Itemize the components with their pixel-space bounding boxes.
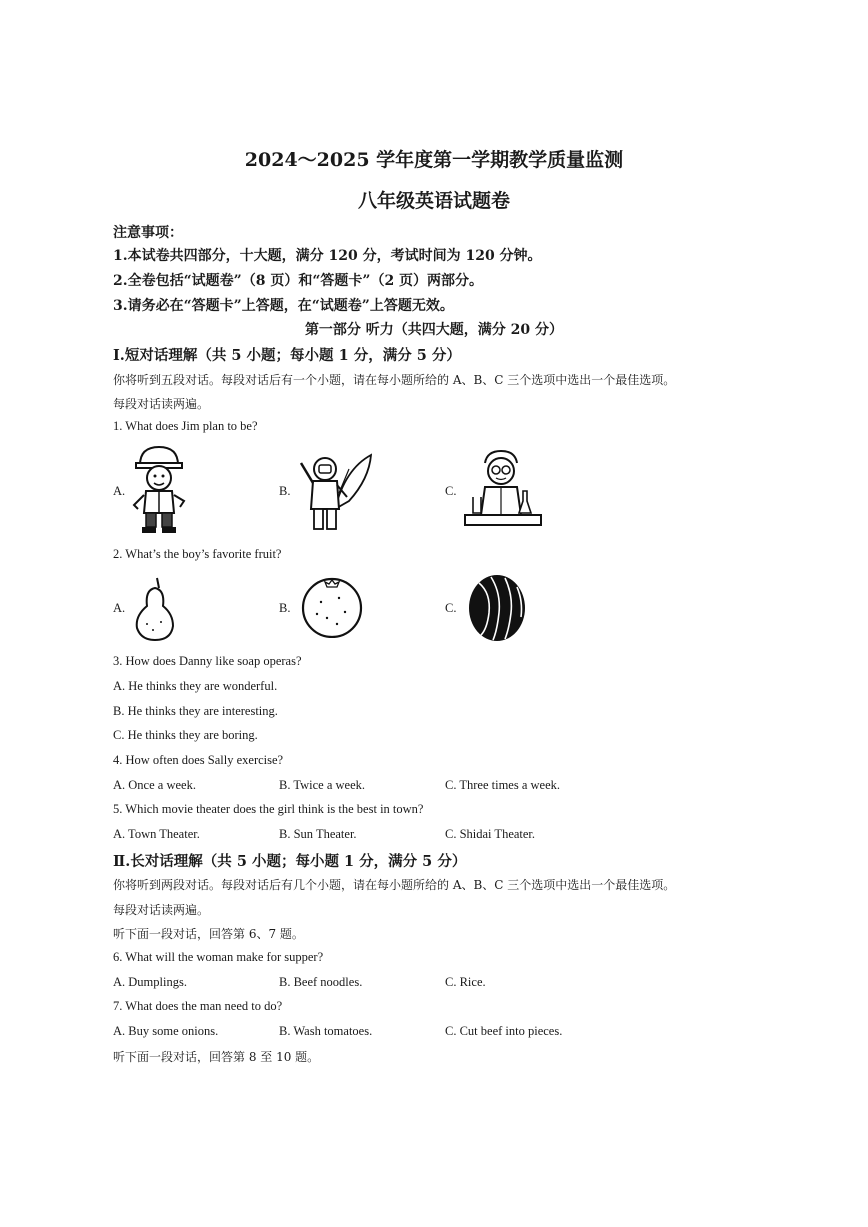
scientist-icon [463,449,543,531]
note-item: 1.本试卷共四部分，十大题，满分 120 分，考试时间为 120 分钟。 [113,248,542,264]
option-label: B. [279,484,291,498]
option-c: C. Shidai Theater. [445,827,536,841]
option-a: A. Once a week. [113,778,196,792]
option-b: B. Beef noodles. [279,975,363,989]
dialogue-lead: 听下面一段对话，回答第 6、7 题。 [113,927,304,941]
section-instruction: 你将听到两段对话。每段对话后有几个小题，请在每小题所给的 A、B、C 三个选项中选出一个最佳选项。 [113,878,676,892]
section-title: Ⅱ.长对话理解（共 5 小题；每小题 1 分，满分 5 分） [113,853,467,870]
option-a: A. He thinks they are wonderful. [113,679,278,693]
note-item: 2.全卷包括“试题卷”（8 页）和“答题卡”（2 页）两部分。 [113,273,484,289]
notes-heading: 注意事项： [113,225,183,241]
section-instruction: 每段对话读两遍。 [113,903,210,917]
pear-icon [133,576,175,642]
exam-subtitle: 八年级英语试题卷 [357,190,510,212]
option-label: C. [445,601,457,615]
question-text: 3. How does Danny like soap operas? [113,654,302,668]
option-c: C. Cut beef into pieces. [445,1024,563,1038]
option-b: B. Wash tomatoes. [279,1024,373,1038]
question-text: 6. What will the woman make for supper? [113,950,324,964]
option-label: A. [113,601,126,615]
question-text: 4. How often does Sally exercise? [113,753,284,767]
section-instruction: 每段对话读两遍。 [113,397,210,411]
watermelon-icon [467,573,527,643]
option-label: C. [445,484,457,498]
option-c: C. He thinks they are boring. [113,728,258,742]
astronaut-icon [295,449,375,533]
section-title: Ⅰ.短对话理解（共 5 小题；每小题 1 分，满分 5 分） [113,347,461,364]
option-b: B. Sun Theater. [279,827,357,841]
section-instruction: 你将听到五段对话。每段对话后有一个小题，请在每小题所给的 A、B、C 三个选项中选出一个最佳选项。 [113,373,676,387]
orange-icon [299,576,365,638]
question-text: 5. Which movie theater does the girl think is the best in town? [113,802,424,816]
option-label: A. [113,484,126,498]
question-text: 7. What does the man need to do? [113,999,283,1013]
exam-title: 2024～2025 学年度第一学期教学质量监测 [244,149,624,171]
option-a: A. Dumplings. [113,975,187,989]
part-title: 第一部分 听力（共四大题，满分 20 分） [304,322,564,338]
option-c: C. Rice. [445,975,486,989]
option-c: C. Three times a week. [445,778,561,792]
question-text: 1. What does Jim plan to be? [113,419,258,433]
question-text: 2. What’s the boy’s favorite fruit? [113,547,282,561]
option-a: A. Buy some onions. [113,1024,219,1038]
option-label: B. [279,601,291,615]
construction-worker-icon [128,443,190,535]
note-item: 3.请务必在“答题卡”上答题，在“试题卷”上答题无效。 [113,298,454,314]
option-b: B. Twice a week. [279,778,366,792]
dialogue-lead: 听下面一段对话，回答第 8 至 10 题。 [113,1050,320,1064]
option-b: B. He thinks they are interesting. [113,704,278,718]
option-a: A. Town Theater. [113,827,200,841]
